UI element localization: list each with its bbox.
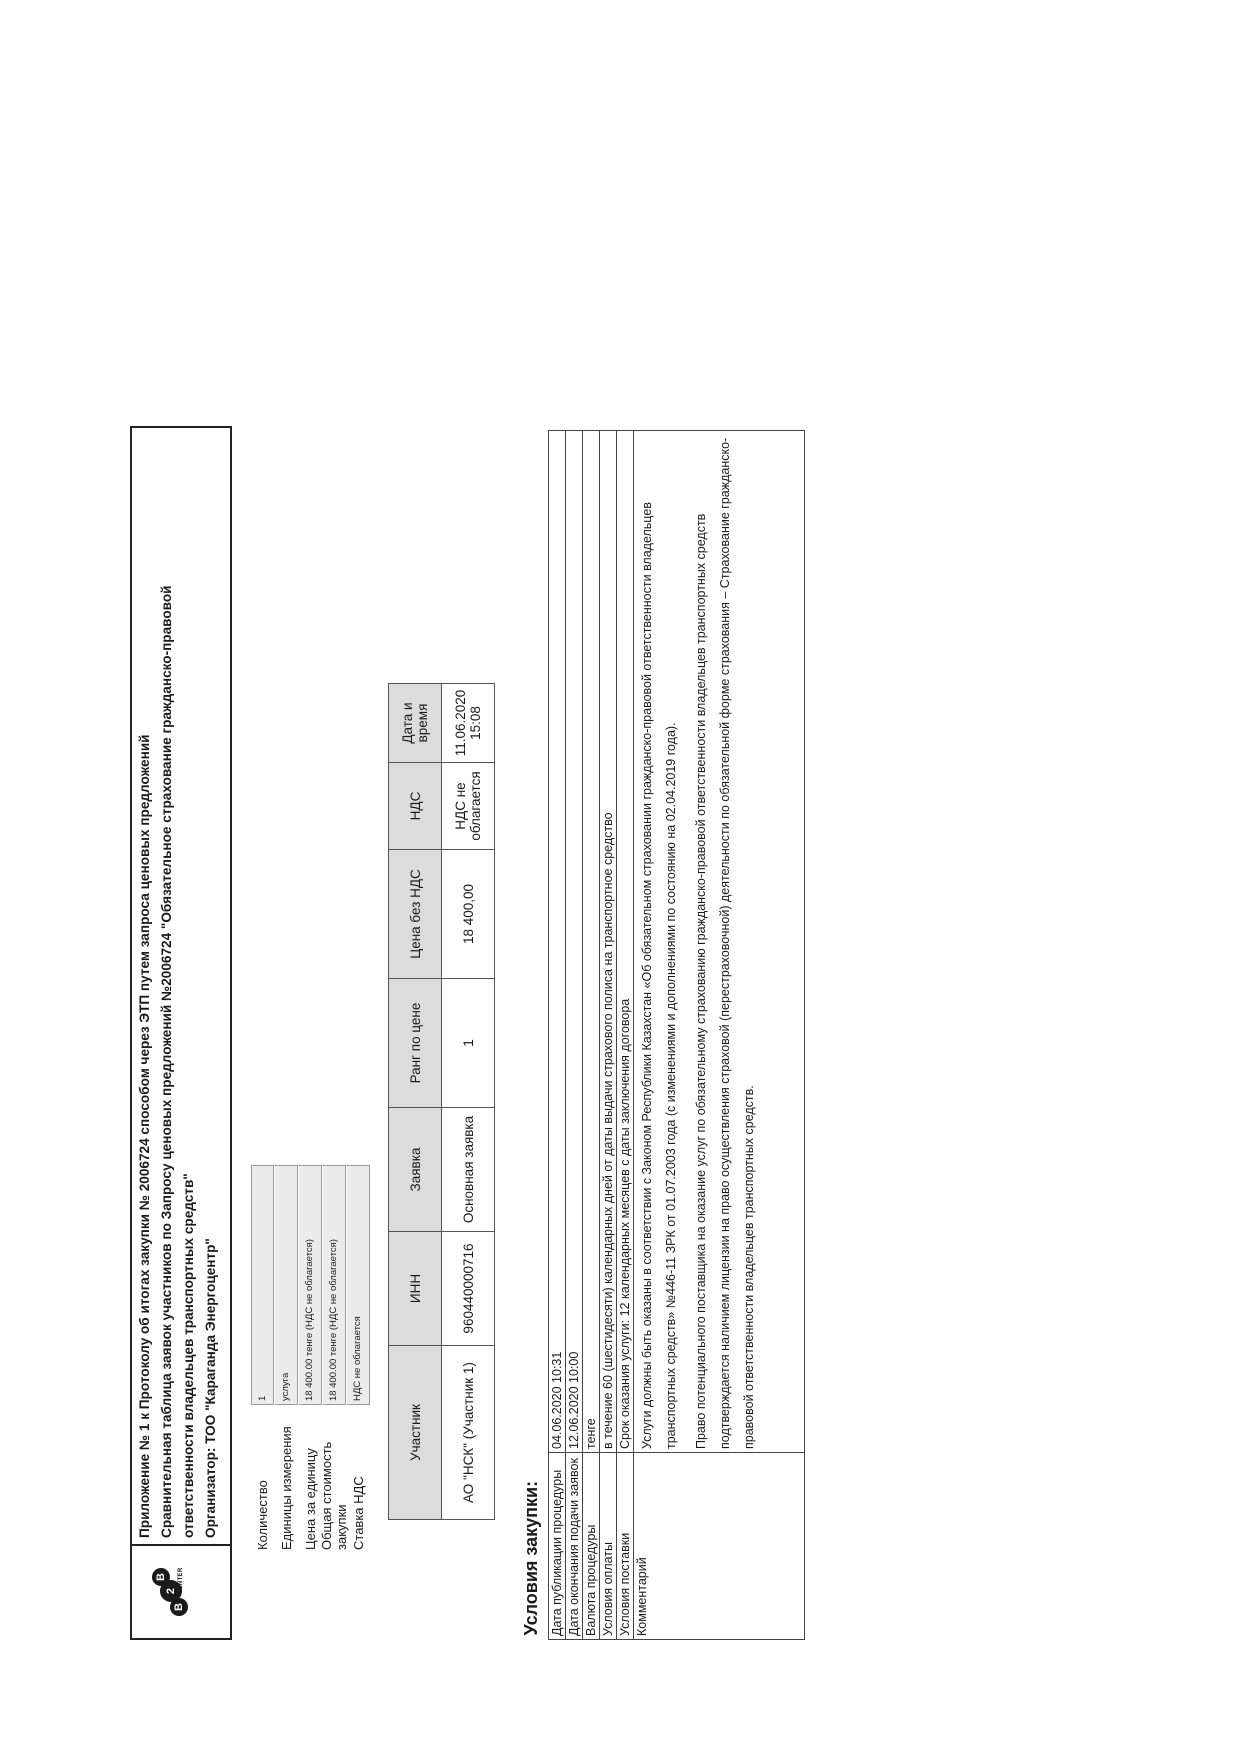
param-value-total-cost: 18 400.00 тенге (НДС не облагается) — [323, 1165, 346, 1405]
param-value-unit: услуга — [275, 1165, 298, 1405]
condition-value-comment — [634, 431, 805, 1453]
logo-b2: 2 — [160, 1580, 182, 1602]
param-value-quantity: 1 — [251, 1165, 274, 1405]
table-row — [634, 431, 805, 1640]
header-line-4: Организатор: ТОО "Караганда Энергоцентр" — [203, 1238, 218, 1538]
comment-paragraph-2: Право потенциального поставщика на оказание услуг по обязательному страхованию гражданско-правовой ответственности владельцев транспортных средств подтверждается наличием лицензии на право осуществления страховой (перестраховочной) деятельности по обязательной форме страхования – Страхование гражданско-правовой ответственности владельцев транспортных средств. — [694, 437, 756, 1449]
participants-table — [388, 683, 495, 1520]
col-header-vat: НДС — [389, 763, 442, 850]
conditions-title: Условия закупки: — [520, 431, 549, 1640]
table-row — [566, 431, 583, 1640]
conditions-table — [520, 430, 805, 1640]
cell-inn: 960440000716 — [442, 1232, 495, 1346]
logo-caption: CENTER — [178, 1567, 184, 1594]
param-row — [274, 1165, 298, 1550]
table-row — [442, 684, 495, 1520]
condition-value-delivery-terms: Срок оказания услуги: 12 календарных месяцев с даты заключения договора — [617, 431, 634, 1453]
col-header-application: Заявка — [389, 1108, 442, 1232]
cell-vat: НДС не облагается — [442, 763, 495, 850]
conditions-title-row — [520, 431, 549, 1640]
cell-application: Основная заявка — [442, 1108, 495, 1232]
condition-label-currency: Валюта процедуры — [583, 1453, 600, 1640]
table-row — [617, 431, 634, 1640]
col-header-datetime: Дата и время — [389, 684, 442, 763]
header-line-1: Приложение № 1 к Протоколу об итогах закупки № 2006724 способом через ЭТП путем запроса ценовых предложений — [137, 734, 152, 1538]
param-label-vat-rate: Ставка НДС — [350, 1476, 366, 1550]
participants-header-row — [389, 684, 442, 1520]
parameters-block — [250, 1165, 370, 1550]
cell-price-excl-vat: 18 400,00 — [442, 850, 495, 979]
param-row — [250, 1165, 274, 1550]
header-text — [132, 580, 230, 1545]
document-sheet — [0, 80, 1080, 1640]
header-line-3: ответственности владельцев транспортных средств" — [181, 1173, 196, 1538]
col-header-participant: Участник — [389, 1346, 442, 1520]
param-label-unit-price: Цена за единицу — [302, 1448, 318, 1550]
param-label-unit: Единицы измерения — [278, 1426, 294, 1550]
comment-paragraph-1: Услуги должны быть оказаны в соответствии с Законом Республики Казахстан «Об обязательном страховании гражданско-правовой ответственности владельцев транспортных средств» №446-11 ЗРК от 01.07.2003 года (с изменениями и дополнениями по состоянию на 02.04.2019 года). — [640, 502, 678, 1449]
logo-cell — [132, 1544, 230, 1638]
b2b-center-logo — [152, 1556, 192, 1616]
table-row — [600, 431, 617, 1640]
param-value-unit-price: 18 400.00 тенге (НДС не облагается) — [299, 1165, 322, 1405]
condition-value-deadline: 12.06.2020 10:00 — [566, 431, 583, 1453]
condition-value-currency: тенге — [583, 431, 600, 1453]
param-row — [319, 1165, 349, 1550]
logo-b1: B — [170, 1598, 188, 1616]
condition-label-publication-date: Дата публикации процедуры — [549, 1453, 566, 1640]
logo-b3: B — [152, 1568, 170, 1586]
cell-participant: АО "НСК" (Участник 1) — [442, 1346, 495, 1520]
param-value-vat-rate: НДС не облагается — [347, 1165, 370, 1405]
table-row — [583, 431, 600, 1640]
condition-label-deadline: Дата окончания подачи заявок — [566, 1453, 583, 1640]
cell-price-rank: 1 — [442, 979, 495, 1108]
condition-label-comment: Комментарий — [634, 1453, 805, 1640]
condition-label-delivery-terms: Условия поставки — [617, 1453, 634, 1640]
condition-value-payment-terms: в течение 60 (шестидесяти) календарных дней от даты выдачи страхового полиса на транспортное средство — [600, 431, 617, 1453]
condition-label-payment-terms: Условия оплаты — [600, 1453, 617, 1640]
table-row — [549, 431, 566, 1640]
param-label-total-cost: Общая стоимость закупки — [319, 1441, 349, 1550]
col-header-inn: ИНН — [389, 1232, 442, 1346]
cell-datetime: 11.06.2020 15:08 — [442, 684, 495, 763]
param-label-quantity: Количество — [254, 1480, 270, 1550]
col-header-price-rank: Ранг по цене — [389, 979, 442, 1108]
header-line-2: Сравнительная таблица заявок участников по Запросу ценовых предложений №2006724 "Обязательное страхование гражданско-правовой — [159, 585, 174, 1538]
col-header-price-excl-vat: Цена без НДС — [389, 850, 442, 979]
param-row — [346, 1165, 370, 1550]
condition-value-publication-date: 04.06.2020 10:31 — [549, 431, 566, 1453]
document-header — [130, 426, 232, 1640]
